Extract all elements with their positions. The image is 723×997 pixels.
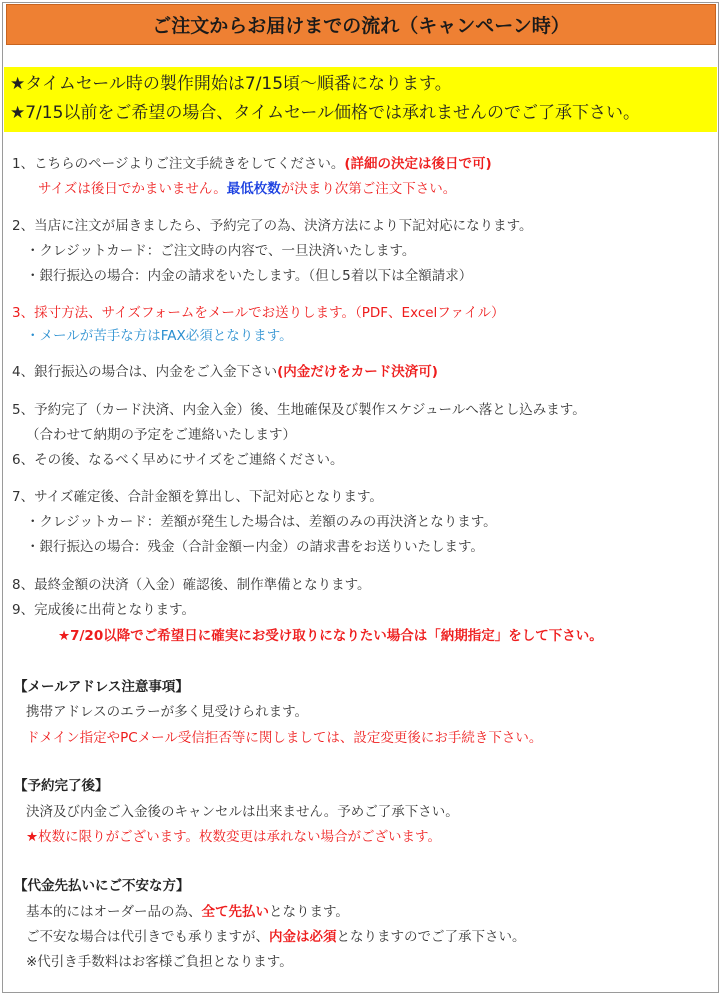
mail-section-title: 【メールアドレス注意事項】 — [14, 679, 189, 695]
step-2-credit: ・クレジットカード：ご注文時の内容で、一旦決済いたします。 — [26, 243, 416, 259]
mail-section-text: 携帯アドレスのエラーが多く見受けられます。 — [26, 704, 309, 720]
step-2-bank: ・銀行振込の場合：内金の請求をいたします。（但し5着以下は全額請求） — [26, 268, 473, 284]
prepay-full-advance: 全て先払い — [201, 904, 269, 920]
step-7-bank: ・銀行振込の場合：残金（合計金額ー内金）の請求書をお送りいたします。 — [26, 539, 484, 555]
step-7-credit: ・クレジットカード：差額が発生した場合は、差額のみの再決済となります。 — [26, 514, 497, 530]
prepay-line-2-b: となりますのでご了承下さい。 — [336, 929, 526, 945]
reserve-section-title: 【予約完了後】 — [14, 778, 109, 794]
prepay-line-2 — [26, 926, 526, 948]
step-1-sub-text-b: が決まり次第ご注文下さい。 — [280, 181, 457, 197]
step-1-sub-text-a: サイズは後日でかまいません。 — [38, 181, 227, 197]
step-1-text: 1、こちらのページよりご注文手続きをしてください。 — [12, 156, 345, 172]
reserve-section-text: 決済及び内金ご入金後のキャンセルは出来ません。予めご了承下さい。 — [26, 804, 459, 820]
step-5: 5、予約完了（カード決済、内金入金）後、生地確保及び製作スケジュールへ落とし込みます。 — [12, 402, 586, 418]
step-1-note: (詳細の決定は後日で可) — [344, 156, 492, 172]
prepay-section-title: 【代金先払いにご不安な方】 — [14, 878, 190, 894]
step-5-note: （合わせて納期の予定をご連絡いたします） — [26, 427, 296, 443]
step-6: 6、その後、なるべく早めにサイズをご連絡ください。 — [12, 452, 344, 468]
mail-section-warning: ドメイン指定やPCメール受信拒否等に関しましては、設定変更後にお手続き下さい。 — [26, 730, 543, 746]
step-7: 7、サイズ確定後、合計金額を算出し、下記対応となります。 — [12, 489, 383, 505]
page-title: ご注文からお届けまでの流れ（キャンペーン時） — [152, 15, 570, 37]
step-4 — [12, 361, 438, 383]
step-9: 9、完成後に出荷となります。 — [12, 602, 196, 618]
step-3: 3、採寸方法、サイズフォームをメールでお送りします。（PDF、Excelファイル） — [12, 305, 505, 321]
step-1-sub — [38, 178, 456, 200]
step-9-delivery-note: ★7/20以降でご希望日に確実にお受け取りになりたい場合は「納期指定」をして下さい。 — [58, 628, 603, 644]
page-title-bar — [6, 4, 716, 45]
prepay-line-1 — [26, 901, 349, 923]
prepay-deposit-required: 内金は必須 — [269, 929, 337, 945]
notice-line-2: ★7/15以前をご希望の場合、タイムセール価格では承れませんのでご了承下さい。 — [10, 103, 641, 123]
prepay-line-1-a: 基本的にはオーダー品の為、 — [26, 904, 202, 920]
campaign-notice-box — [4, 67, 717, 132]
prepay-line-1-b: となります。 — [269, 904, 349, 920]
step-8: 8、最終金額の決済（入金）確認後、制作準備となります。 — [12, 577, 371, 593]
prepay-line-2-a: ご不安な場合は代引きでも承りますが、 — [26, 929, 269, 945]
step-4-note: (内金だけをカード決済可) — [277, 364, 438, 380]
step-4-text: 4、銀行振込の場合は、内金をご入金下さい — [12, 364, 278, 380]
step-3-fax: ・メールが苦手な方はFAX必須となります。 — [26, 328, 293, 344]
step-1-min-qty: 最低枚数 — [226, 181, 281, 197]
reserve-section-warning: ★枚数に限りがございます。枚数変更は承れない場合がございます。 — [26, 829, 441, 845]
prepay-line-3: ※代引き手数料はお客様ご負担となります。 — [26, 954, 293, 970]
step-1 — [12, 153, 492, 175]
notice-line-1: ★タイムセール時の製作開始は7/15頃～順番になります。 — [10, 74, 452, 94]
step-2: 2、当店に注文が届きましたら、予約完了の為、決済方法により下記対応になります。 — [12, 218, 533, 234]
